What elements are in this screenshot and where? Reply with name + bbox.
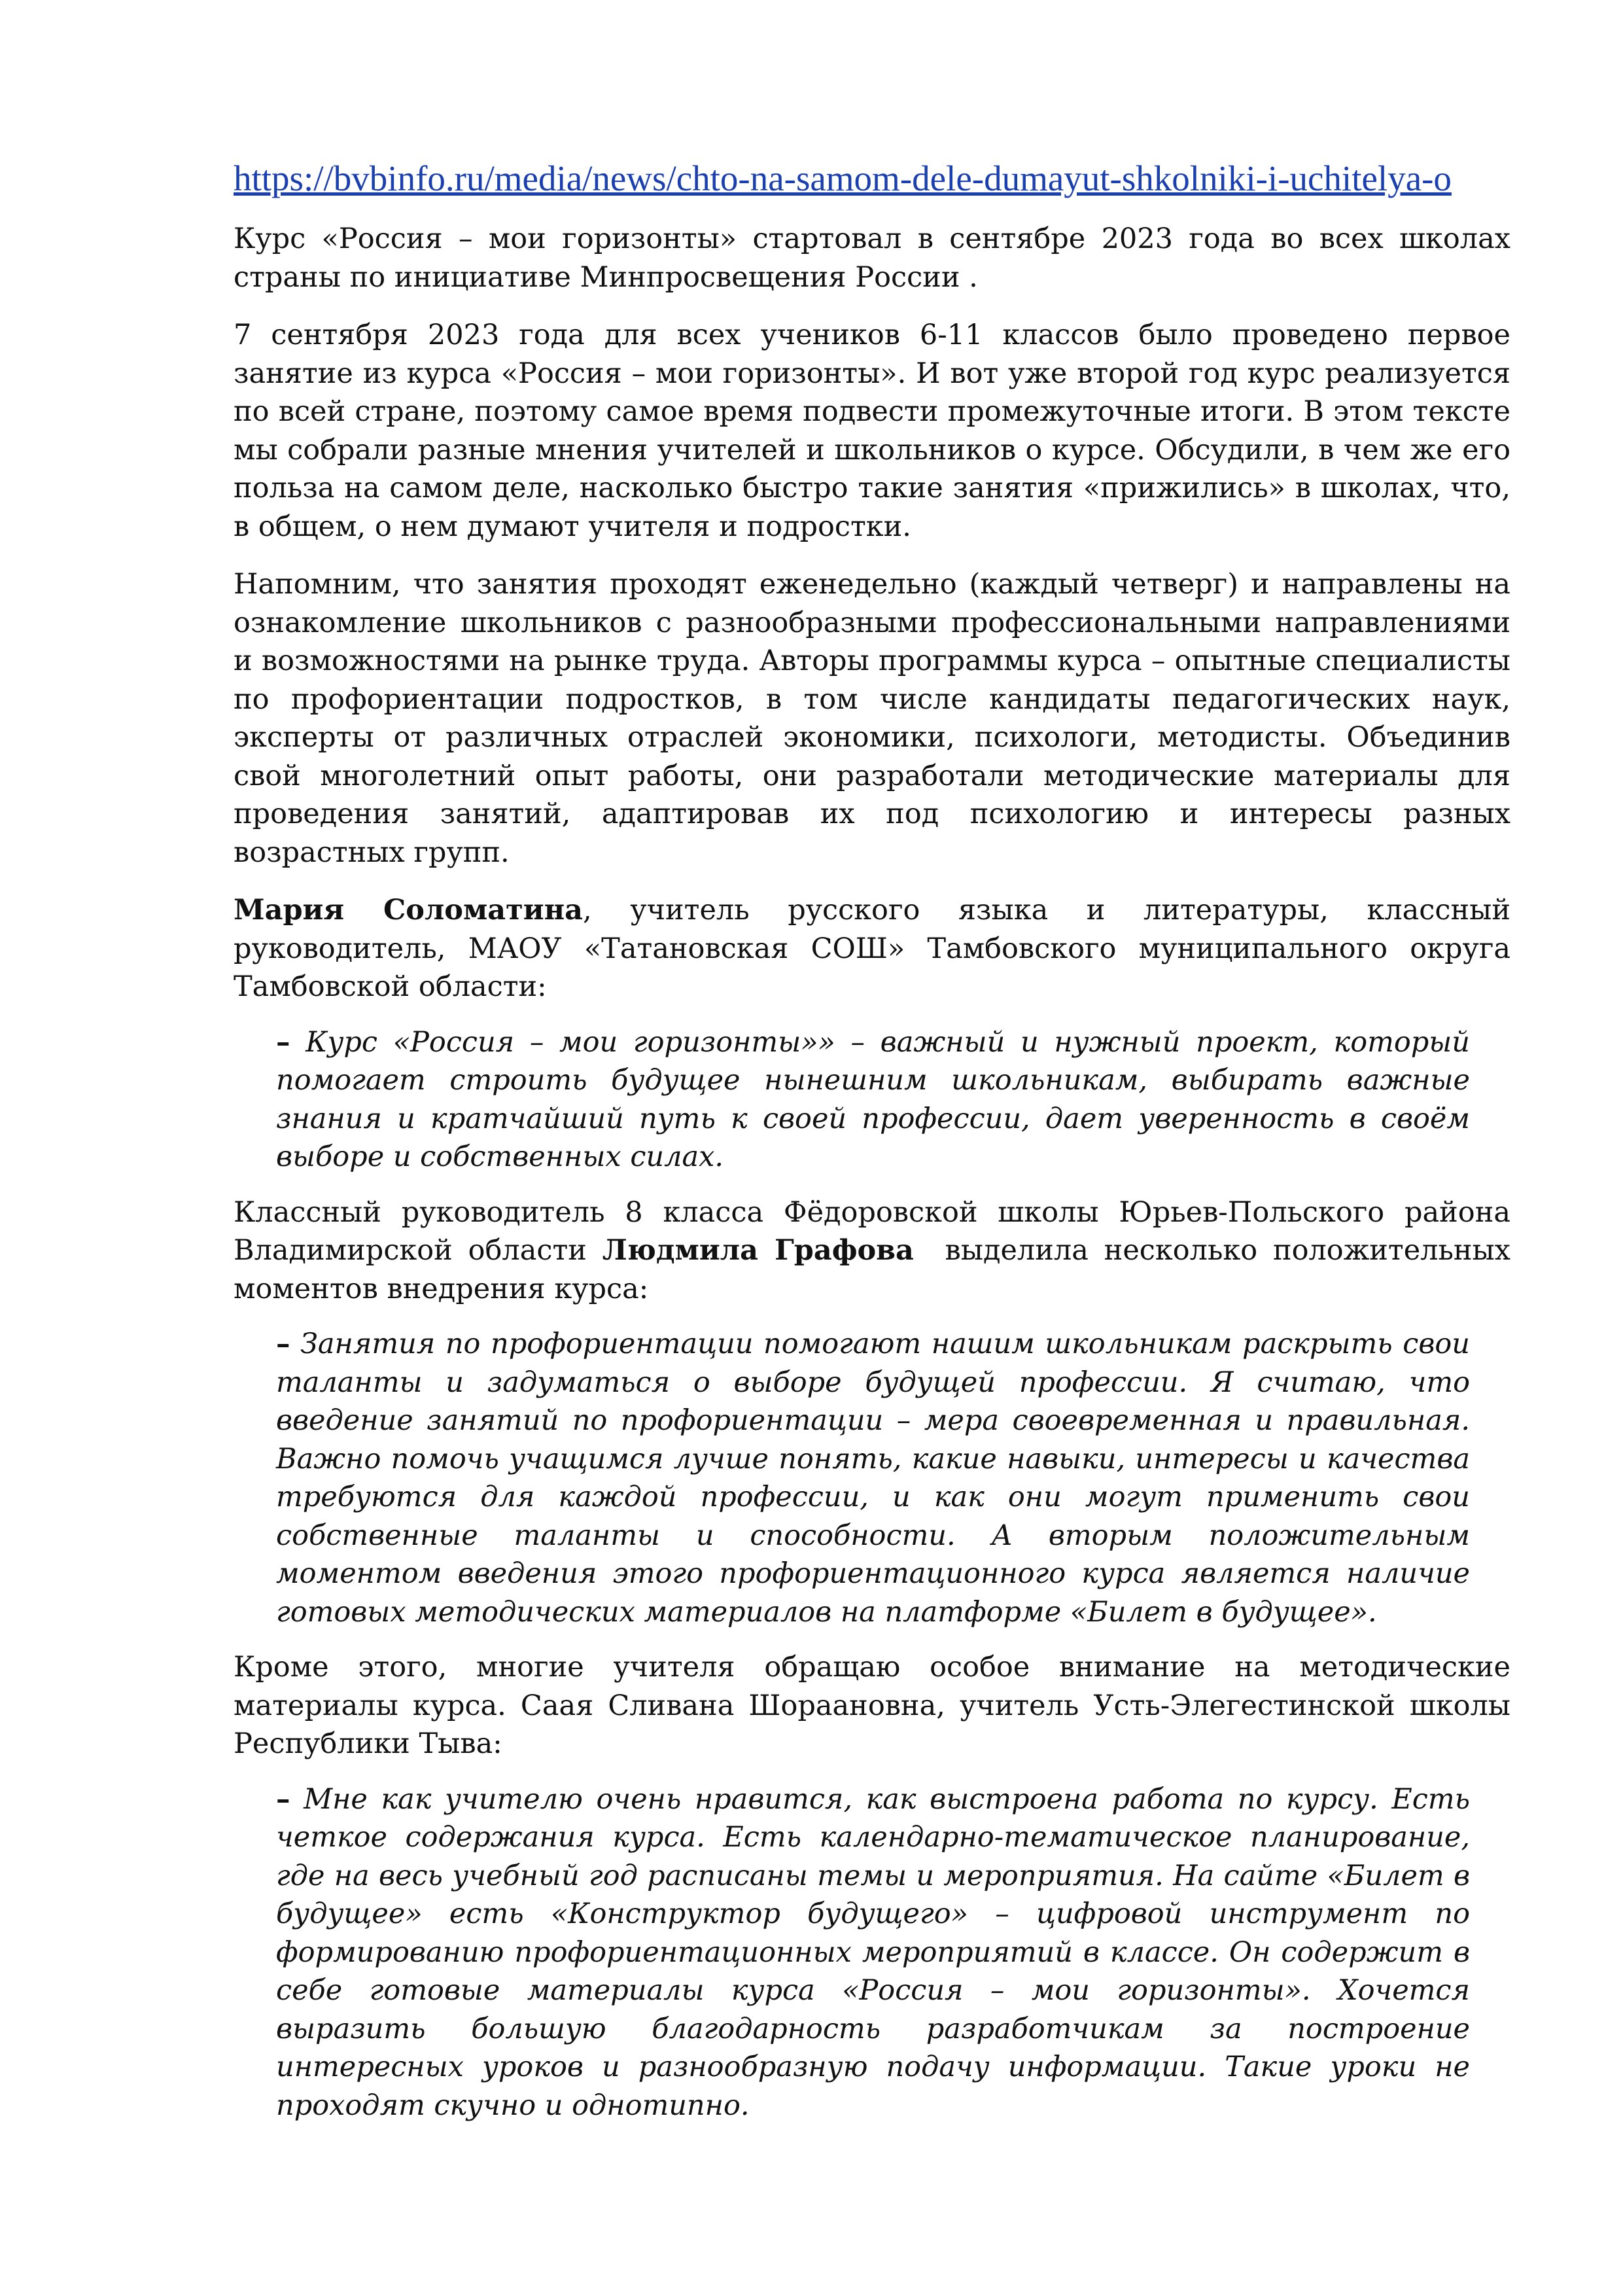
quote-dash: –	[276, 1328, 290, 1360]
speaker-description: , учитель русского языка и литературы, классный руководитель, МАОУ «Татановская СОШ» Тамбовского муниципального округа Тамбовской области:	[234, 894, 1510, 1003]
quote-text: Курс «Россия – мои горизонты»» – важный и нужный проект, который помогает строить будущее нынешним школьникам, выбирать важные знания и кратчайший путь к своей профессии, дает уверенность в своём выборе и собственных силах.	[276, 1025, 1471, 1173]
speaker-intro: Классный руководитель 8 класса Фёдоровской школы Юрьев-Польского района Владимирской области	[234, 1195, 1510, 1267]
paragraph-first-lesson: 7 сентября 2023 года для всех учеников 6-11 классов было проведено первое занятие из курса «Россия – мои горизонты». И вот уже второй год курс реализуется по всей стране, поэтому самое время подвести промежуточные итоги. В этом тексте мы собрали разные мнения учителей и школьников о курсе. Обсудили, в чем же его польза на самом деле, насколько быстро такие занятия «прижились» в школах, что, в общем, о нем думают учителя и подростки.	[234, 319, 1510, 543]
paragraph-grafova	[234, 1193, 1520, 1309]
paragraph-solomatina	[234, 891, 1510, 1006]
speaker-name: Мария Соломатина	[234, 894, 584, 927]
speaker-name: Людмила Графова	[602, 1234, 914, 1267]
quote-saaya	[276, 1780, 1470, 2125]
quote-dash: –	[276, 1782, 290, 1816]
paragraph-intro: Курс «Россия – мои горизонты» стартовал в сентябре 2023 года во всех школах страны по инициативе Минпросвещения России .	[234, 222, 1510, 294]
quote-dash: –	[276, 1025, 290, 1059]
quote-grafova	[276, 1325, 1470, 1631]
source-link[interactable]: https://bvbinfo.ru/media/news/chto-na-samom-dele-dumayut-shkolniki-i-uchitelya-o	[234, 158, 1452, 198]
quote-solomatina	[276, 1023, 1470, 1176]
paragraph-course-description: Напомним, что занятия проходят еженедельно (каждый четверг) и направлены на ознакомление школьников с разнообразными профессиональными направлениями и возможностями на рынке труда. Авторы программы курса – опытные специалисты по профориентации подростков, в том числе кандидаты педагогических наук, эксперты от различных отраслей экономики, психологи, методисты. Объединив свой многолетний опыт работы, они разработали методические материалы для проведения занятий, адаптировав их под психологию и интересы разных возрастных групп.	[234, 568, 1510, 869]
quote-text: Мне как учителю очень нравится, как выстроена работа по курсу. Есть четкое содержания курса. Есть календарно-тематическое планирование, где на весь учебный год расписаны темы и мероприятия. На сайте «Билет в будущее» есть «Конструктор будущего» – цифровой инструмент по формированию профориентационных мероприятий в классе. Он содержит в себе готовые материалы курса «Россия – мои горизонты». Хочется выразить большую благодарность разработчикам за построение интересных уроков и разнообразную подачу информации. Такие уроки не проходят скучно и однотипно.	[276, 1782, 1470, 2122]
speaker-description: выделила несколько положительных моментов внедрения курса:	[234, 1234, 1520, 1305]
document-page	[234, 157, 1520, 2142]
quote-text: Занятия по профориентации помогают нашим школьникам раскрыть свои таланты и задуматься о выборе будущей профессии. Я считаю, что введение занятий по профориентации – мера своевременная и правильная. Важно помочь учащимся лучше понять, какие навыки, интересы и качества требуются для каждой профессии, и как они могут применить свои собственные таланты и способности. А вторым положительным моментом введения этого профориентационного курса является наличие готовых методических материалов на платформе «Билет в будущее».	[276, 1328, 1470, 1629]
paragraph-saaya: Кроме этого, многие учителя обращаю особое внимание на методические материалы курса. Саая Сливана Шораановна, учитель Усть-Элегестинской школы Республики Тыва:	[234, 1651, 1510, 1760]
